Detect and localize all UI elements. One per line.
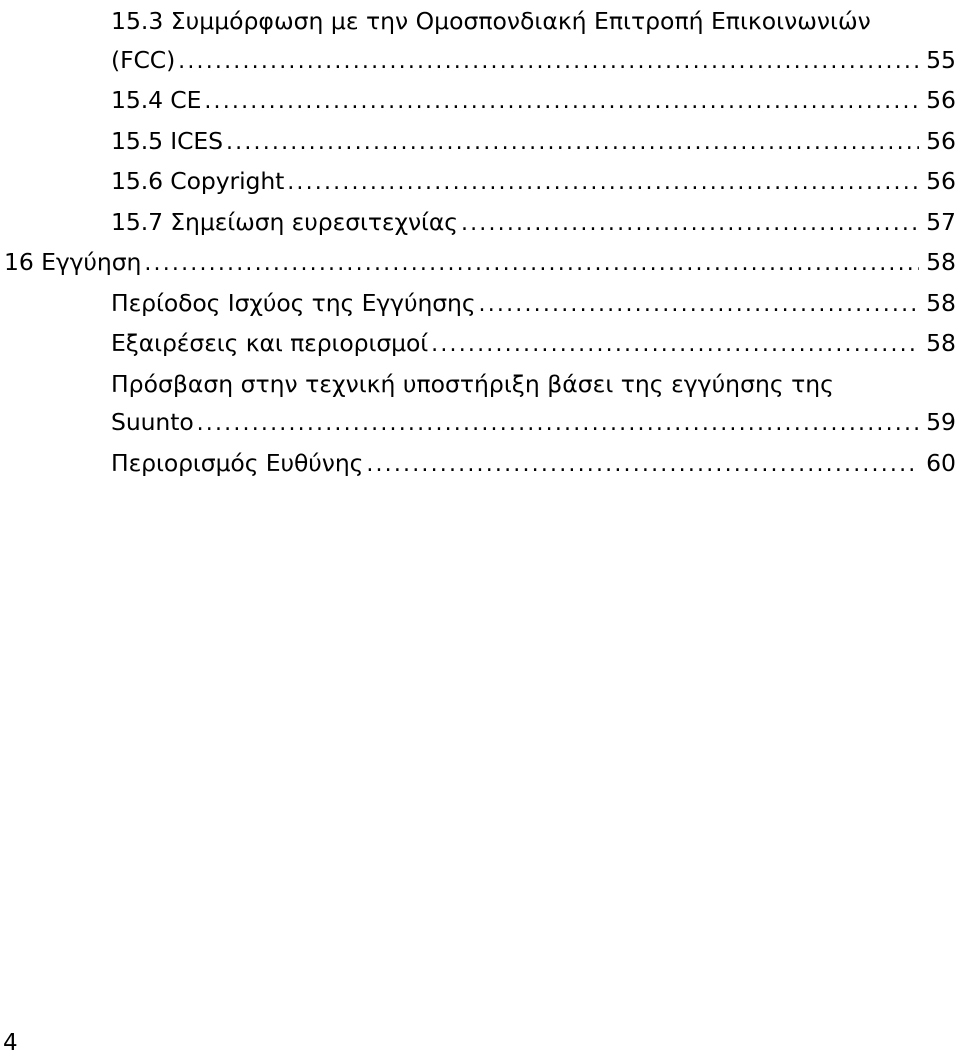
toc-entry-title: 15.5 ICES — [111, 126, 223, 155]
toc-entry-15-3[interactable] — [0, 2, 958, 81]
dot-leader — [287, 164, 919, 203]
dot-leader — [197, 405, 919, 444]
toc-entry-title: Περίοδος Ισχύος της Εγγύησης — [111, 288, 476, 317]
toc-entry-title-line1: 15.3 Συμμόρφωση με την Ομοσπονδιακή Επιτροπή Επικοινωνιών — [111, 7, 871, 35]
toc-entry-page: 58 — [926, 248, 956, 276]
toc-entry-title: 15.7 Σημείωση ευρεσιτεχνίας — [111, 207, 458, 236]
toc-entry-warranty-period[interactable] — [0, 284, 958, 325]
toc-entry-15-4[interactable] — [0, 81, 958, 122]
page-number: 4 — [3, 1030, 18, 1056]
toc-entry-page: 56 — [926, 126, 956, 155]
toc-entry-page: 58 — [926, 288, 956, 317]
dot-leader — [461, 205, 919, 244]
toc-entry-warranty-service[interactable] — [0, 365, 958, 444]
toc-entry-title: 15.4 CE — [111, 86, 202, 114]
dot-leader — [431, 326, 919, 365]
toc-entry-title: 16 Εγγύηση — [4, 248, 142, 276]
toc-entry-title: (FCC) — [111, 45, 176, 74]
toc-entry-page: 55 — [926, 45, 956, 74]
toc-entry-page: 58 — [926, 329, 956, 357]
dot-leader — [479, 286, 919, 325]
table-of-contents — [0, 2, 958, 484]
toc-entry-page: 56 — [926, 167, 956, 195]
toc-entry-page: 57 — [926, 207, 956, 236]
dot-leader — [144, 245, 919, 284]
toc-entry-title-line1: Πρόσβαση στην τεχνική υποστήριξη βάσει της εγγύησης της — [111, 369, 834, 398]
toc-entry-15-7[interactable] — [0, 203, 958, 244]
toc-entry-page: 56 — [926, 86, 956, 114]
toc-entry-title: Περιορισμός Ευθύνης — [111, 448, 364, 477]
toc-entry-15-5[interactable] — [0, 122, 958, 163]
toc-entry-16[interactable] — [0, 243, 958, 284]
toc-entry-limitation-of-liability[interactable] — [0, 444, 958, 485]
dot-leader — [226, 124, 919, 163]
dot-leader — [366, 446, 919, 485]
toc-entry-15-6[interactable] — [0, 162, 958, 203]
dot-leader — [204, 83, 919, 122]
toc-entry-title: Εξαιρέσεις και περιορισμοί — [111, 329, 429, 357]
toc-entry-page: 60 — [926, 448, 956, 477]
dot-leader — [178, 43, 919, 82]
toc-entry-title: 15.6 Copyright — [111, 167, 285, 195]
toc-entry-exclusions[interactable] — [0, 324, 958, 365]
toc-entry-title: Suunto — [111, 408, 194, 436]
toc-entry-page: 59 — [926, 408, 956, 436]
